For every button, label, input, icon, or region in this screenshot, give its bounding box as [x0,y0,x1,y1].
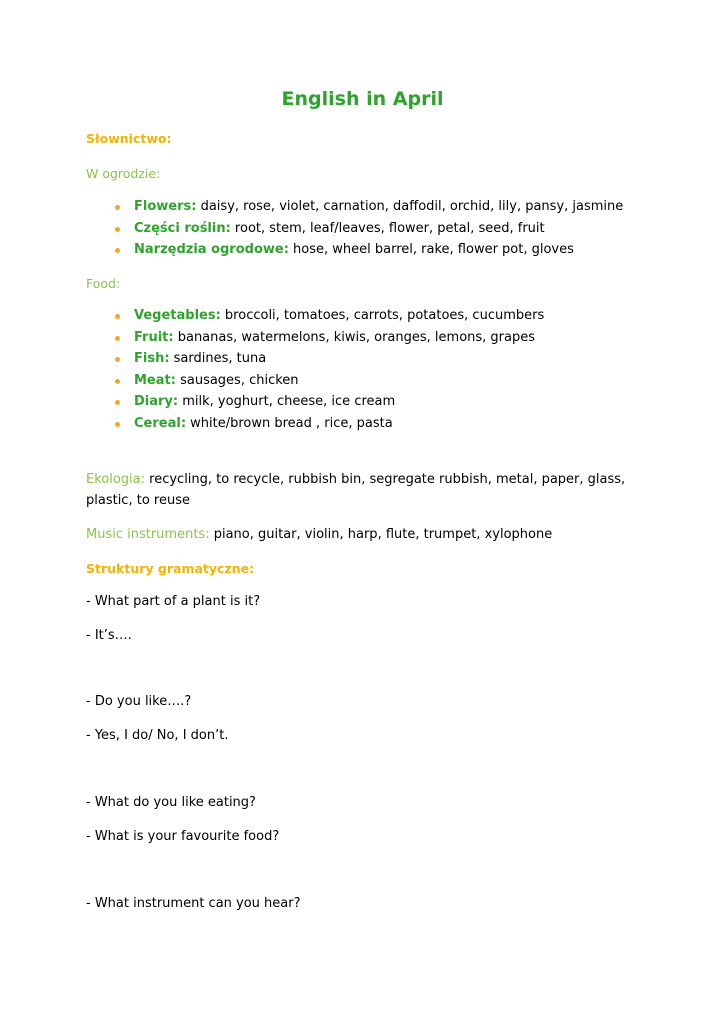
item-label: Cereal: [134,415,187,431]
grammar-line: - What instrument can you hear? [86,896,301,911]
item-label: Fruit: [134,329,174,345]
list-item [108,240,623,262]
item-text: broccoli, tomatoes, carrots, potatoes, cucumbers [220,308,545,323]
food-list [108,306,544,435]
garden-list [108,197,623,262]
ecology-paragraph [86,469,626,511]
bullet-icon [115,357,120,362]
grammar-line: - What do you like eating? [86,795,256,810]
item-text: white/brown bread , rice, pasta [186,415,393,431]
item-label: Meat: [134,372,176,388]
list-item [108,306,544,328]
music-label: Music instruments: [86,527,210,542]
item-label: Vegetables: [134,308,221,323]
item-text: hose, wheel barrel, rake, flower pot, gloves [288,242,574,257]
item-label: Narzędzia ogrodowe: [134,242,289,257]
section-heading-food: Food: [86,276,121,291]
bullet-icon [115,422,120,427]
item-label: Części roślin: [134,220,231,236]
list-item [108,414,544,436]
item-text: bananas, watermelons, kiwis, oranges, lemons, grapes [173,329,536,345]
ecology-text: recycling, to recycle, rubbish bin, segregate rubbish, metal, paper, glass, plastic, to reuse [86,472,626,508]
bullet-icon [115,336,120,341]
item-text: sardines, tuna [169,351,267,366]
item-label: Flowers: [134,199,197,214]
grammar-line: - What part of a plant is it? [86,594,261,609]
section-heading-grammar: Struktury gramatyczne: [86,561,255,576]
item-text: milk, yoghurt, cheese, ice cream [178,394,396,409]
ecology-label: Ekologia: [86,472,146,487]
grammar-line: - It’s…. [86,628,132,643]
bullet-icon [115,227,120,232]
list-item [108,328,544,350]
item-text: daisy, rose, violet, carnation, daffodil, orchid, lily, pansy, jasmine [196,199,624,214]
music-paragraph [86,524,626,545]
list-item [108,197,623,219]
list-item [108,392,544,414]
list-item [108,371,544,393]
list-item [108,219,623,241]
music-text: piano, guitar, violin, harp, flute, trumpet, xylophone [209,527,553,542]
section-heading-garden: W ogrodzie: [86,166,161,181]
item-text: root, stem, leaf/leaves, flower, petal, seed, fruit [230,220,545,236]
page-title: English in April [281,88,444,110]
item-label: Diary: [134,394,179,409]
grammar-line: - What is your favourite food? [86,829,280,844]
bullet-icon [115,400,120,405]
bullet-icon [115,314,120,319]
section-heading-slownictwo: Słownictwo: [86,131,172,146]
bullet-icon [115,379,120,384]
list-item [108,349,544,371]
bullet-icon [115,205,120,210]
item-text: sausages, chicken [175,372,299,388]
item-label: Fish: [134,351,170,366]
grammar-line: - Do you like….? [86,694,192,709]
grammar-line: - Yes, I do/ No, I don’t. [86,728,229,743]
bullet-icon [115,248,120,253]
